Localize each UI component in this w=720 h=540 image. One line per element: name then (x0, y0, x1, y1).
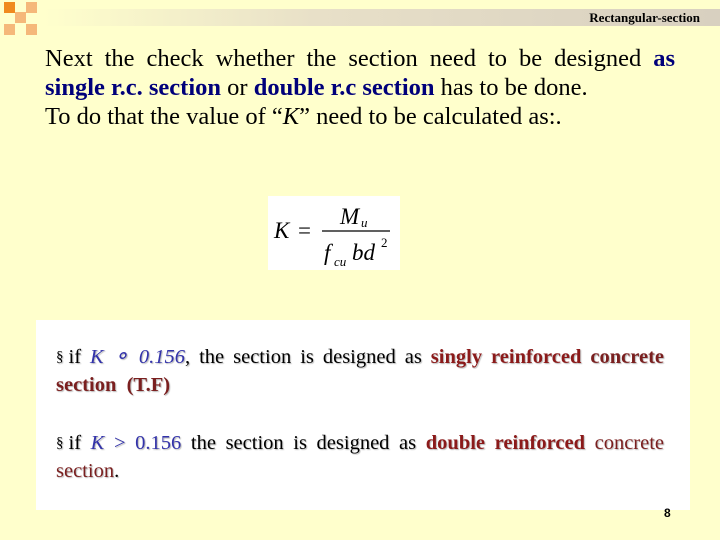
condition-double (56, 429, 664, 485)
condition-if: if (68, 432, 91, 454)
page-number: 8 (664, 506, 671, 520)
intro-paragraph (45, 44, 675, 131)
corner-square (4, 2, 15, 13)
condition-end: . (114, 460, 120, 482)
intro-tail: has to be done. (434, 74, 588, 101)
intro-k-symbol: K (282, 103, 300, 130)
single-section-highlight: as single r.c. section (45, 45, 676, 101)
bullet-icon: § (56, 349, 64, 365)
corner-square (26, 24, 37, 35)
intro-line-4a: To do that the value of “ (45, 103, 283, 130)
intro-or: or (221, 74, 254, 101)
formula-equals: = (298, 218, 311, 243)
condition-k-le: K ⚬ 0.156 (90, 346, 185, 368)
conditions-box (36, 320, 690, 510)
bullet-icon: § (56, 435, 64, 451)
concrete-section-label: concrete section (56, 346, 664, 396)
concrete-section-label: concrete section (56, 432, 665, 482)
double-reinforced-label: double reinforced (425, 432, 585, 454)
condition-k: K (90, 432, 105, 454)
corner-square (15, 12, 26, 23)
formula-f: f (324, 240, 331, 265)
formula-cu-subscript: cu (334, 254, 347, 269)
tf-label: (T.F) (126, 374, 171, 396)
formula-moment: M (340, 204, 360, 229)
formula-k: K (274, 218, 290, 243)
condition-singly (56, 343, 664, 399)
formula-square-exponent: 2 (381, 235, 388, 250)
formula-bd: bd (352, 240, 375, 265)
k-formula-graphic (268, 196, 400, 270)
corner-square (4, 24, 15, 35)
formula-moment-subscript: u (361, 215, 368, 230)
condition-mid: , the section is designed as (184, 346, 431, 368)
double-section-highlight: double r.c section (253, 74, 435, 101)
slide-header-title: Rectangular-section (589, 10, 700, 25)
condition-if: if (68, 346, 91, 368)
corner-square (26, 2, 37, 13)
intro-line-4b: ” need to be calculated as:. (299, 103, 562, 130)
condition-mid: the section is designed as (181, 432, 426, 454)
intro-line-1: Next the check whether the section need to be designed (45, 45, 642, 72)
singly-reinforced-label: singly reinforced (430, 346, 582, 368)
condition-k-gt: > 0.156 (104, 432, 182, 454)
k-formula (268, 196, 400, 270)
